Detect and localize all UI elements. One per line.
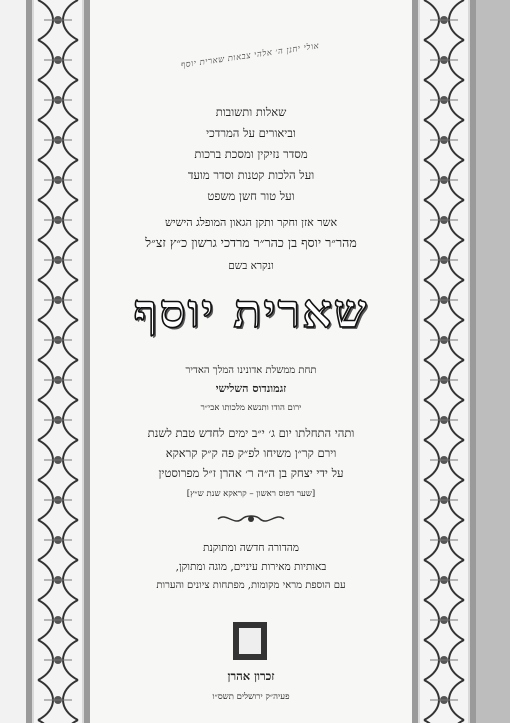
ornamental-border-left [26, 0, 90, 723]
page-edge-left [0, 0, 26, 723]
subject-line: וביאורים על המרדכי [206, 126, 296, 140]
publisher-logo [233, 622, 267, 660]
border-rail [26, 0, 32, 723]
border-pattern [34, 0, 82, 723]
motto: אולי יחנן ה׳ אלהי צבאות שארית יוסף [180, 41, 320, 71]
border-pattern [420, 0, 468, 723]
book-title: שארית יוסף [133, 284, 369, 338]
subjects-block [90, 102, 412, 207]
publisher-place: פעיה״ק ירושלים תשס״ו [212, 692, 290, 702]
subject-line: מסדר נזיקין ומסכת ברכות [194, 147, 308, 161]
edition-line: באותיות מאירות עיניים, מוגה ומתוקן, [175, 561, 327, 573]
king-name: זגמונדוס השלישי [215, 382, 287, 395]
edition-line: עם הוספת מראי מקומות, מפתחות ציונים והערות [156, 580, 346, 591]
print-place-line: וירם קר״ן משיחו לפ״ק פה ק״ק קראקא [165, 446, 337, 460]
first-edition-note: [שער דפוס ראשון – קראקא שנת ש״ץ] [186, 489, 316, 499]
subject-line: שאלות ותשובות [215, 105, 287, 119]
called-by-name: ונקרא בשם [228, 260, 274, 272]
subject-line: ועל הלכות קטנות וסדר מועד [187, 168, 315, 182]
border-rail [412, 0, 418, 723]
ornament-divider [216, 512, 286, 526]
title-page-text [90, 0, 412, 723]
author-name: מהר״ר יוסף בן כהר״ר מרדכי גרשון כ״ץ זצ״ל [145, 235, 357, 250]
government-line: תחת ממשלת אדונינו המלך האדיר [185, 365, 317, 376]
page-edge-right [476, 0, 510, 723]
blessing-line: ירום הודו ותנשא מלכותו אכי״ר [200, 403, 302, 413]
edition-line: מהדורה חדשה ומתוקנת [202, 542, 300, 554]
publisher-name: זכרון אהרן [227, 669, 275, 683]
printer-line: על ידי יצחק בן ה״ה ר׳ אהרן ז״ל מפרוסטין [158, 466, 344, 480]
ornamental-border-right [412, 0, 476, 723]
print-date-line: ותהי התחלתו יום ג׳ י״ב ימים לחדש טבת לשנת [147, 426, 355, 440]
publisher-logo-emblem [239, 628, 261, 654]
subject-line: ועל טור חשן משפט [207, 189, 295, 203]
author-intro: אשר אזן וחקר ותקן הגאון המופלג הישיש [164, 216, 338, 229]
